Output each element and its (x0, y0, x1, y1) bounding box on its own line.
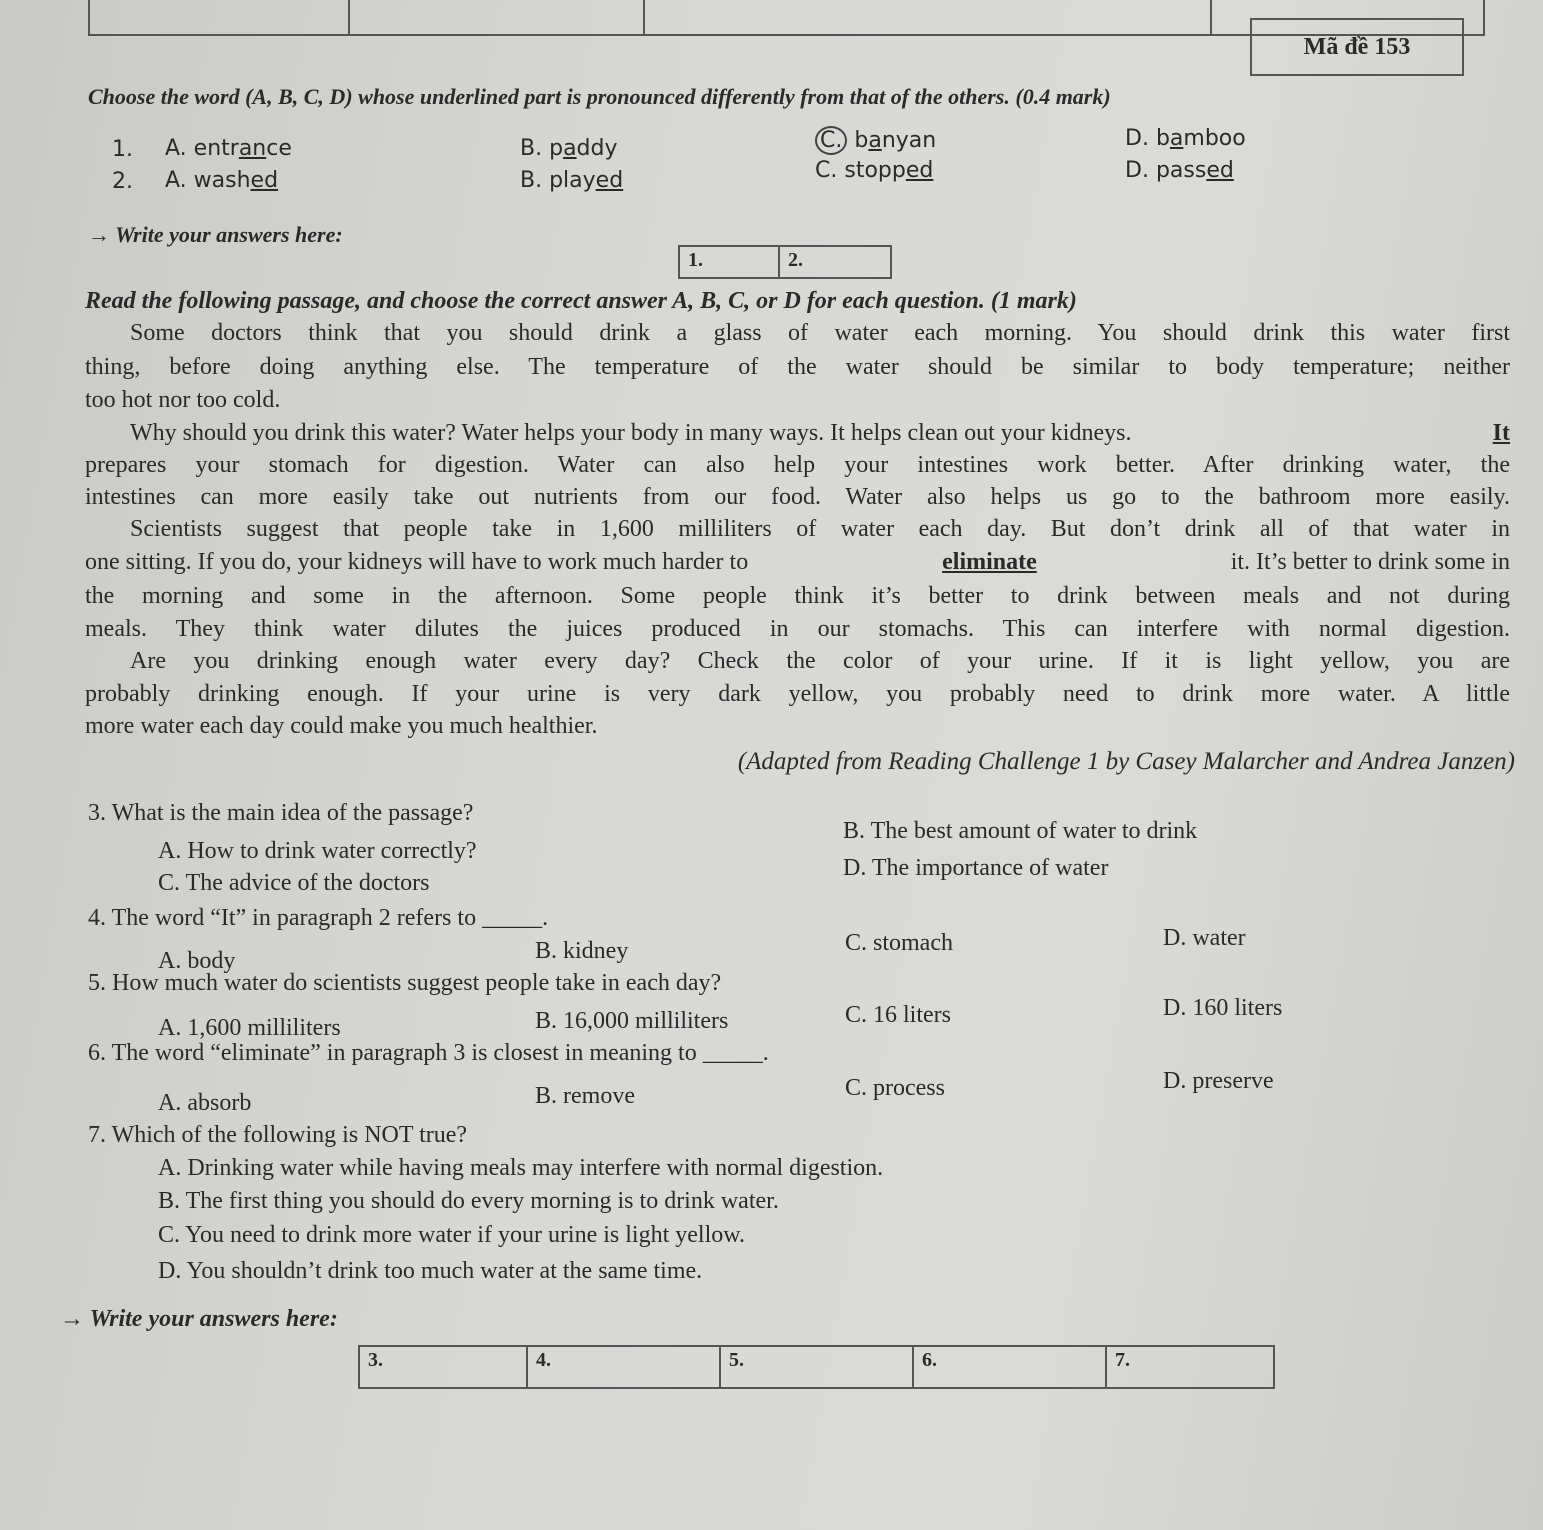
passage-line: more water each day could make you much healthier. (85, 713, 598, 739)
table-divider (1210, 0, 1212, 34)
passage-line: thing, before doing anything else. The temperature of the water should be similar to body temperature; neither (85, 354, 1510, 380)
passage-line: prepares your stomach for digestion. Water can also help your intestines work better. After drinking water, the (85, 452, 1510, 478)
passage-line: meals. They think water dilutes the juices produced in our stomachs. This can interfere with normal digestion. (85, 616, 1510, 642)
option-text: nyan (881, 128, 937, 153)
answer-option[interactable]: A. Drinking water while having meals may interfere with normal digestion. (158, 1155, 884, 1181)
answer-box-1-2 (678, 245, 892, 279)
answer-option[interactable]: A. body (158, 948, 236, 974)
passage-line: intestines can more easily take out nutrients from our food. Water also helps us go to the bathroom more easily. (85, 484, 1510, 510)
question-number: 1. (112, 137, 133, 162)
passage-line: Are you drinking enough water every day? Check the color of your urine. If it is light yellow, you are (130, 648, 1510, 674)
passage-text: one sitting. If you do, your kidneys will have to work much harder to (85, 549, 749, 575)
option-text: ddy (576, 136, 618, 161)
option-text: play (549, 168, 596, 193)
option-letter: A. (165, 168, 187, 193)
option[interactable] (520, 168, 623, 193)
answer-cell[interactable]: 5. (721, 1347, 914, 1387)
answer-option[interactable]: A. absorb (158, 1090, 252, 1116)
question-stem: 3. What is the main idea of the passage? (88, 800, 474, 826)
option-text: stopp (844, 158, 906, 183)
option-letter: A. (165, 136, 187, 161)
answer-option[interactable]: C. 16 liters (845, 1002, 951, 1028)
exam-code: Mã đề 153 (1250, 18, 1464, 76)
word-eliminate: eliminate (942, 549, 1037, 575)
citation: (Adapted from Reading Challenge 1 by Casey Malarcher and Andrea Janzen) (737, 748, 1515, 775)
answer-cell[interactable]: 4. (528, 1347, 721, 1387)
option-letter: C. (815, 158, 838, 183)
option[interactable] (815, 158, 933, 183)
write-answers-label: → Write your answers here: (88, 222, 343, 247)
option-letter: B. (520, 168, 543, 193)
answer-cell[interactable]: 7. (1115, 1349, 1130, 1371)
answer-option[interactable]: C. You need to drink more water if your urine is light yellow. (158, 1222, 746, 1248)
option-text: b (854, 128, 869, 153)
answer-box-3-7 (358, 1345, 1275, 1389)
answer-cell[interactable]: 1. (680, 247, 780, 277)
question-stem: 4. The word “It” in paragraph 2 refers to _____. (88, 905, 549, 931)
passage-line: probably drinking enough. If your urine is very dark yellow, you probably need to drink more water. A little (85, 681, 1510, 707)
option-text: b (1155, 126, 1170, 151)
option-letter: D. (1125, 126, 1149, 151)
option-text: p (549, 136, 564, 161)
answer-option[interactable]: B. remove (535, 1083, 635, 1109)
option-letter: D. (1125, 158, 1149, 183)
option[interactable] (1125, 126, 1246, 151)
question-stem: 5. How much water do scientists suggest people take in each day? (88, 970, 722, 996)
answer-option[interactable]: C. process (845, 1075, 945, 1101)
passage-line (130, 420, 1510, 447)
answer-option[interactable]: B. kidney (535, 938, 629, 964)
answer-cell[interactable]: 2. (788, 249, 803, 271)
answer-option[interactable]: A. 1,600 milliliters (158, 1015, 341, 1041)
answer-option[interactable]: B. The first thing you should do every morning is to drink water. (158, 1188, 779, 1214)
answer-cell[interactable]: 6. (914, 1347, 1107, 1387)
section2-instruction: Read the following passage, and choose the correct answer A, B, C, or D for each question. (1 mark) (85, 288, 1077, 314)
answer-option[interactable]: D. You shouldn’t drink too much water at the same time. (158, 1258, 703, 1284)
table-divider (643, 0, 645, 34)
underlined-part: ed (1206, 158, 1234, 183)
answer-option[interactable]: D. preserve (1163, 1068, 1274, 1094)
answer-option[interactable]: D. The importance of water (843, 855, 1109, 881)
passage-text: Why should you drink this water? Water helps your body in many ways. It helps clean out your kidneys. (130, 420, 1132, 446)
option-text: mboo (1183, 126, 1246, 151)
write-answers-label: → Write your answers here: (60, 1306, 338, 1332)
underlined-part: a (563, 136, 577, 161)
passage-text: it. It’s better to drink some in (1230, 549, 1510, 575)
option[interactable] (520, 136, 618, 161)
answer-option[interactable]: D. water (1163, 925, 1246, 951)
answer-option[interactable]: D. 160 liters (1163, 995, 1283, 1021)
option[interactable] (165, 136, 292, 161)
option-letter: B. (520, 136, 543, 161)
answer-option[interactable]: C. The advice of the doctors (158, 870, 430, 896)
passage-line: the morning and some in the afternoon. Some people think it’s better to drink between meals and not during (85, 583, 1510, 609)
question-stem: 6. The word “eliminate” in paragraph 3 is closest in meaning to _____. (88, 1040, 769, 1066)
answer-option[interactable]: B. The best amount of water to drink (843, 818, 1198, 844)
answer-option[interactable]: A. How to drink water correctly? (158, 838, 477, 864)
option-text: wash (193, 168, 251, 193)
section1-instruction: Choose the word (A, B, C, D) whose underlined part is pronounced differently from that of the others. (0.4 mark) (88, 84, 1111, 109)
underlined-part: ed (250, 168, 279, 193)
option-letter: C. (815, 126, 847, 155)
underlined-part: a (1169, 126, 1184, 151)
option-text: entr (193, 136, 239, 161)
question-number: 2. (112, 169, 133, 194)
option[interactable] (815, 126, 936, 155)
underlined-part: ed (905, 158, 934, 183)
underlined-part: a (868, 128, 882, 153)
answer-cell[interactable]: 3. (360, 1347, 528, 1387)
underlined-part: ed (595, 168, 624, 193)
passage-line: Scientists suggest that people take in 1,600 milliliters of water each day. But don’t drink all of that water in (130, 516, 1510, 542)
option[interactable] (1125, 158, 1234, 183)
table-divider (348, 0, 350, 34)
answer-option[interactable]: B. 16,000 milliliters (535, 1008, 729, 1034)
passage-line (85, 549, 1510, 576)
answer-option[interactable]: C. stomach (845, 930, 953, 956)
option[interactable] (165, 168, 278, 193)
passage-line: too hot nor too cold. (85, 387, 281, 413)
passage-line: Some doctors think that you should drink a glass of water each morning. You should drink this water first (130, 320, 1510, 346)
option-text: pass (1155, 158, 1207, 183)
referent-it: It (1492, 420, 1510, 446)
question-stem: 7. Which of the following is NOT true? (88, 1122, 468, 1148)
option-text: ce (266, 136, 292, 161)
underlined-part: an (238, 136, 267, 161)
